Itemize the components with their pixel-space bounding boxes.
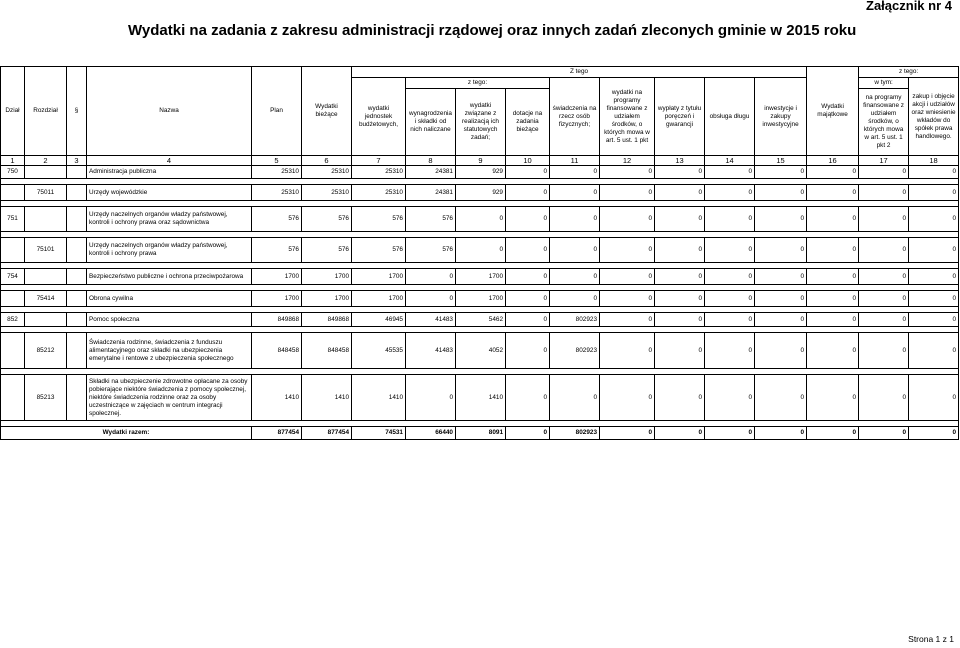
cell-value: 0 bbox=[655, 375, 705, 421]
col-number: 12 bbox=[600, 156, 655, 166]
cell-value: 0 bbox=[859, 375, 909, 421]
cell-value: 0 bbox=[859, 333, 909, 369]
header-paragraf: § bbox=[67, 67, 87, 156]
col-number: 17 bbox=[859, 156, 909, 166]
cell-value: 0 bbox=[600, 166, 655, 179]
cell-nazwa: Pomoc społeczna bbox=[87, 313, 252, 327]
col-number: 7 bbox=[352, 156, 406, 166]
cell-value: 0 bbox=[859, 166, 909, 179]
cell-value: 576 bbox=[302, 238, 352, 263]
cell-value: 0 bbox=[807, 166, 859, 179]
cell-paragraf bbox=[67, 375, 87, 421]
header-inwestycje: inwestycje i zakupy inwestycyjne bbox=[755, 78, 807, 156]
cell-rozdzial: 75101 bbox=[25, 238, 67, 263]
table-row bbox=[1, 207, 959, 232]
cell-value: 802923 bbox=[550, 333, 600, 369]
col-number: 10 bbox=[506, 156, 550, 166]
cell-value: 0 bbox=[655, 238, 705, 263]
header-dotacje: dotacje na zadania bieżące bbox=[506, 89, 550, 156]
cell-value: 0 bbox=[506, 291, 550, 307]
cell-value: 1700 bbox=[456, 291, 506, 307]
total-value: 0 bbox=[807, 427, 859, 440]
cell-value: 0 bbox=[807, 313, 859, 327]
header-wydatki-jednostek: wydatki jednostek budżetowych, bbox=[352, 78, 406, 156]
cell-value: 1700 bbox=[302, 269, 352, 285]
cell-value: 0 bbox=[406, 269, 456, 285]
cell-value: 1700 bbox=[302, 291, 352, 307]
header-nazwa: Nazwa bbox=[87, 67, 252, 156]
page-footer: Strona 1 z 1 bbox=[908, 634, 954, 644]
cell-value: 576 bbox=[352, 207, 406, 232]
cell-value: 802923 bbox=[550, 313, 600, 327]
col-number: 4 bbox=[87, 156, 252, 166]
cell-value: 0 bbox=[909, 207, 959, 232]
total-label: Wydatki razem: bbox=[1, 427, 252, 440]
cell-value: 0 bbox=[550, 238, 600, 263]
header-swiadczenia: świadczenia na rzecz osób fizycznych; bbox=[550, 78, 600, 156]
cell-value: 0 bbox=[550, 185, 600, 201]
total-value: 0 bbox=[755, 427, 807, 440]
cell-value: 0 bbox=[755, 185, 807, 201]
total-value: 0 bbox=[909, 427, 959, 440]
cell-value: 0 bbox=[406, 291, 456, 307]
header-rozdzial: Rozdział bbox=[25, 67, 67, 156]
total-value: 0 bbox=[859, 427, 909, 440]
cell-value: 0 bbox=[705, 291, 755, 307]
cell-value: 0 bbox=[506, 166, 550, 179]
cell-value: 0 bbox=[655, 207, 705, 232]
cell-value: 0 bbox=[506, 185, 550, 201]
cell-dzial: 754 bbox=[1, 269, 25, 285]
cell-value: 0 bbox=[550, 166, 600, 179]
cell-rozdzial: 75011 bbox=[25, 185, 67, 201]
cell-value: 849868 bbox=[252, 313, 302, 327]
total-value: 802923 bbox=[550, 427, 600, 440]
cell-value: 25310 bbox=[352, 166, 406, 179]
cell-value: 1700 bbox=[252, 269, 302, 285]
cell-value: 576 bbox=[406, 238, 456, 263]
cell-value: 0 bbox=[600, 291, 655, 307]
cell-value: 0 bbox=[600, 269, 655, 285]
cell-value: 1700 bbox=[352, 291, 406, 307]
cell-rozdzial: 85212 bbox=[25, 333, 67, 369]
cell-nazwa: Bezpieczeństwo publiczne i ochrona przeciwpożarowa bbox=[87, 269, 252, 285]
cell-value: 24381 bbox=[406, 185, 456, 201]
total-value: 66440 bbox=[406, 427, 456, 440]
cell-value: 0 bbox=[705, 185, 755, 201]
cell-value: 0 bbox=[406, 375, 456, 421]
cell-value: 576 bbox=[252, 238, 302, 263]
cell-value: 0 bbox=[600, 238, 655, 263]
header-w-tym: w tym: bbox=[859, 78, 909, 89]
cell-paragraf bbox=[67, 207, 87, 232]
cell-nazwa: Urzędy wojewódzkie bbox=[87, 185, 252, 201]
cell-value: 0 bbox=[550, 269, 600, 285]
table-row bbox=[1, 238, 959, 263]
cell-value: 5462 bbox=[456, 313, 506, 327]
cell-value: 1410 bbox=[456, 375, 506, 421]
cell-value: 0 bbox=[807, 207, 859, 232]
cell-value: 0 bbox=[755, 207, 807, 232]
cell-value: 0 bbox=[859, 269, 909, 285]
cell-value: 0 bbox=[755, 238, 807, 263]
col-number: 1 bbox=[1, 156, 25, 166]
cell-value: 0 bbox=[909, 185, 959, 201]
attachment-label: Załącznik nr 4 bbox=[866, 0, 952, 13]
cell-value: 576 bbox=[406, 207, 456, 232]
cell-value: 0 bbox=[909, 375, 959, 421]
total-value: 74531 bbox=[352, 427, 406, 440]
cell-value: 576 bbox=[352, 238, 406, 263]
cell-dzial: 750 bbox=[1, 166, 25, 179]
cell-value: 25310 bbox=[252, 166, 302, 179]
cell-nazwa: Urzędy naczelnych organów władzy państwowej, kontroli i ochrony prawa oraz sądownictwa bbox=[87, 207, 252, 232]
cell-paragraf bbox=[67, 185, 87, 201]
cell-dzial: 751 bbox=[1, 207, 25, 232]
cell-value: 0 bbox=[909, 333, 959, 369]
cell-value: 0 bbox=[506, 238, 550, 263]
cell-value: 0 bbox=[859, 291, 909, 307]
cell-value: 0 bbox=[807, 238, 859, 263]
cell-value: 45535 bbox=[352, 333, 406, 369]
cell-dzial bbox=[1, 333, 25, 369]
cell-value: 25310 bbox=[252, 185, 302, 201]
cell-value: 0 bbox=[909, 166, 959, 179]
cell-value: 24381 bbox=[406, 166, 456, 179]
cell-paragraf bbox=[67, 166, 87, 179]
cell-value: 1700 bbox=[456, 269, 506, 285]
cell-value: 0 bbox=[705, 375, 755, 421]
col-number: 5 bbox=[252, 156, 302, 166]
header-z-tego-jednostek: z tego: bbox=[406, 78, 550, 89]
cell-nazwa: Świadczenia rodzinne, świadczenia z funduszu alimentacyjnego oraz składki na ubezpieczenia emerytalne i rentowe z ubezpieczenia społecznego bbox=[87, 333, 252, 369]
expenses-table bbox=[0, 66, 959, 440]
header-dzial: Dział bbox=[1, 67, 25, 156]
cell-value: 1410 bbox=[302, 375, 352, 421]
cell-value: 0 bbox=[807, 185, 859, 201]
col-number: 6 bbox=[302, 156, 352, 166]
cell-value: 0 bbox=[807, 333, 859, 369]
cell-value: 0 bbox=[655, 333, 705, 369]
cell-value: 25310 bbox=[352, 185, 406, 201]
cell-value: 0 bbox=[550, 207, 600, 232]
table-row bbox=[1, 291, 959, 307]
cell-value: 0 bbox=[705, 238, 755, 263]
table-row bbox=[1, 313, 959, 327]
cell-rozdzial: 85213 bbox=[25, 375, 67, 421]
cell-value: 848458 bbox=[252, 333, 302, 369]
cell-rozdzial bbox=[25, 166, 67, 179]
cell-value: 0 bbox=[705, 269, 755, 285]
cell-value: 0 bbox=[705, 313, 755, 327]
cell-rozdzial bbox=[25, 269, 67, 285]
header-wydatki-programy: wydatki na programy finansowane z udziałem środków, o których mowa w art. 5 ust. 1 pkt bbox=[600, 78, 655, 156]
total-value: 0 bbox=[655, 427, 705, 440]
cell-value: 0 bbox=[600, 333, 655, 369]
cell-nazwa: Składki na ubezpieczenie zdrowotne opłacane za osoby pobierające niektóre świadczenia z pomocy społecznej, niektóre świadczenia rodzinne oraz za osoby uczestniczące w zajęciach w centrum integracji społecznej. bbox=[87, 375, 252, 421]
table-row bbox=[1, 333, 959, 369]
header-wydatki-biezace: Wydatki bieżące bbox=[302, 67, 352, 156]
header-z-tego-majatkowe: z tego: bbox=[859, 67, 959, 78]
cell-nazwa: Administracja publiczna bbox=[87, 166, 252, 179]
cell-value: 849868 bbox=[302, 313, 352, 327]
header-z-tego-main: Z tego bbox=[352, 67, 807, 78]
cell-value: 0 bbox=[705, 333, 755, 369]
cell-value: 0 bbox=[550, 291, 600, 307]
cell-paragraf bbox=[67, 269, 87, 285]
total-value: 8091 bbox=[456, 427, 506, 440]
header-plan: Plan bbox=[252, 67, 302, 156]
cell-dzial bbox=[1, 375, 25, 421]
cell-value: 0 bbox=[506, 375, 550, 421]
cell-value: 0 bbox=[909, 313, 959, 327]
col-number: 13 bbox=[655, 156, 705, 166]
header-wydatki-zwiazane: wydatki związane z realizacją ich statutowych zadań; bbox=[456, 89, 506, 156]
cell-nazwa: Obrona cywilna bbox=[87, 291, 252, 307]
header-wynagrodzenia: wynagrodzenia i składki od nich naliczane bbox=[406, 89, 456, 156]
cell-value: 41483 bbox=[406, 333, 456, 369]
table-row bbox=[1, 269, 959, 285]
cell-value: 25310 bbox=[302, 166, 352, 179]
cell-value: 0 bbox=[807, 291, 859, 307]
cell-dzial: 852 bbox=[1, 313, 25, 327]
page-title: Wydatki na zadania z zakresu administracji rządowej oraz innych zadań zleconych gminie w 2015 roku bbox=[128, 22, 857, 39]
cell-value: 0 bbox=[506, 333, 550, 369]
cell-dzial bbox=[1, 185, 25, 201]
cell-value: 0 bbox=[705, 207, 755, 232]
header-zakup-akcji: zakup i objęcie akcji i udziałów oraz wniesienie wkładów do spółek prawa handlowego. bbox=[909, 78, 959, 156]
cell-value: 0 bbox=[506, 207, 550, 232]
col-number: 8 bbox=[406, 156, 456, 166]
col-number: 15 bbox=[755, 156, 807, 166]
cell-value: 0 bbox=[456, 207, 506, 232]
col-number: 9 bbox=[456, 156, 506, 166]
table-row bbox=[1, 166, 959, 179]
cell-value: 0 bbox=[909, 269, 959, 285]
cell-value: 0 bbox=[655, 313, 705, 327]
cell-value: 0 bbox=[506, 269, 550, 285]
cell-value: 576 bbox=[252, 207, 302, 232]
total-value: 877454 bbox=[252, 427, 302, 440]
col-number: 3 bbox=[67, 156, 87, 166]
cell-paragraf bbox=[67, 238, 87, 263]
cell-value: 46945 bbox=[352, 313, 406, 327]
col-number: 11 bbox=[550, 156, 600, 166]
cell-rozdzial bbox=[25, 207, 67, 232]
cell-value: 1410 bbox=[252, 375, 302, 421]
cell-value: 0 bbox=[600, 375, 655, 421]
cell-value: 0 bbox=[859, 207, 909, 232]
header-wydatki-majatkowe: Wydatki majątkowe bbox=[807, 67, 859, 156]
cell-value: 1410 bbox=[352, 375, 406, 421]
total-row bbox=[1, 427, 959, 440]
cell-value: 0 bbox=[655, 269, 705, 285]
cell-value: 1700 bbox=[252, 291, 302, 307]
cell-value: 0 bbox=[807, 269, 859, 285]
cell-value: 0 bbox=[600, 207, 655, 232]
total-value: 0 bbox=[705, 427, 755, 440]
cell-nazwa: Urzędy naczelnych organów władzy państwowej, kontroli i ochrony prawa bbox=[87, 238, 252, 263]
cell-value: 0 bbox=[705, 166, 755, 179]
cell-value: 1700 bbox=[352, 269, 406, 285]
cell-value: 25310 bbox=[302, 185, 352, 201]
cell-value: 41483 bbox=[406, 313, 456, 327]
cell-value: 0 bbox=[755, 375, 807, 421]
table-row bbox=[1, 375, 959, 421]
cell-rozdzial: 75414 bbox=[25, 291, 67, 307]
col-number: 16 bbox=[807, 156, 859, 166]
cell-value: 0 bbox=[655, 291, 705, 307]
header-na-programy: na programy finansowane z udziałem środków, o których mowa w art. 5 ust. 1 pkt 2 bbox=[859, 89, 909, 156]
col-number: 14 bbox=[705, 156, 755, 166]
total-value: 877454 bbox=[302, 427, 352, 440]
cell-value: 0 bbox=[550, 375, 600, 421]
cell-value: 0 bbox=[755, 166, 807, 179]
cell-value: 0 bbox=[506, 313, 550, 327]
cell-value: 929 bbox=[456, 185, 506, 201]
total-value: 0 bbox=[600, 427, 655, 440]
cell-value: 848458 bbox=[302, 333, 352, 369]
cell-dzial bbox=[1, 291, 25, 307]
cell-value: 0 bbox=[859, 238, 909, 263]
cell-paragraf bbox=[67, 313, 87, 327]
cell-value: 0 bbox=[755, 313, 807, 327]
cell-paragraf bbox=[67, 291, 87, 307]
cell-value: 576 bbox=[302, 207, 352, 232]
cell-value: 0 bbox=[859, 313, 909, 327]
cell-value: 0 bbox=[909, 291, 959, 307]
total-value: 0 bbox=[506, 427, 550, 440]
cell-value: 0 bbox=[755, 291, 807, 307]
column-numbers-row bbox=[1, 156, 959, 166]
cell-rozdzial bbox=[25, 313, 67, 327]
cell-value: 929 bbox=[456, 166, 506, 179]
cell-value: 0 bbox=[600, 313, 655, 327]
cell-value: 0 bbox=[807, 375, 859, 421]
col-number: 2 bbox=[25, 156, 67, 166]
cell-value: 0 bbox=[859, 185, 909, 201]
cell-value: 0 bbox=[655, 185, 705, 201]
table-row bbox=[1, 185, 959, 201]
cell-value: 4052 bbox=[456, 333, 506, 369]
header-wyplaty: wypłaty z tytułu poręczeń i gwarancji bbox=[655, 78, 705, 156]
cell-value: 0 bbox=[456, 238, 506, 263]
col-number: 18 bbox=[909, 156, 959, 166]
cell-value: 0 bbox=[909, 238, 959, 263]
cell-value: 0 bbox=[600, 185, 655, 201]
cell-value: 0 bbox=[755, 269, 807, 285]
cell-paragraf bbox=[67, 333, 87, 369]
cell-value: 0 bbox=[755, 333, 807, 369]
cell-dzial bbox=[1, 238, 25, 263]
header-obsluga-dlugu: obsługa długu bbox=[705, 78, 755, 156]
cell-value: 0 bbox=[655, 166, 705, 179]
